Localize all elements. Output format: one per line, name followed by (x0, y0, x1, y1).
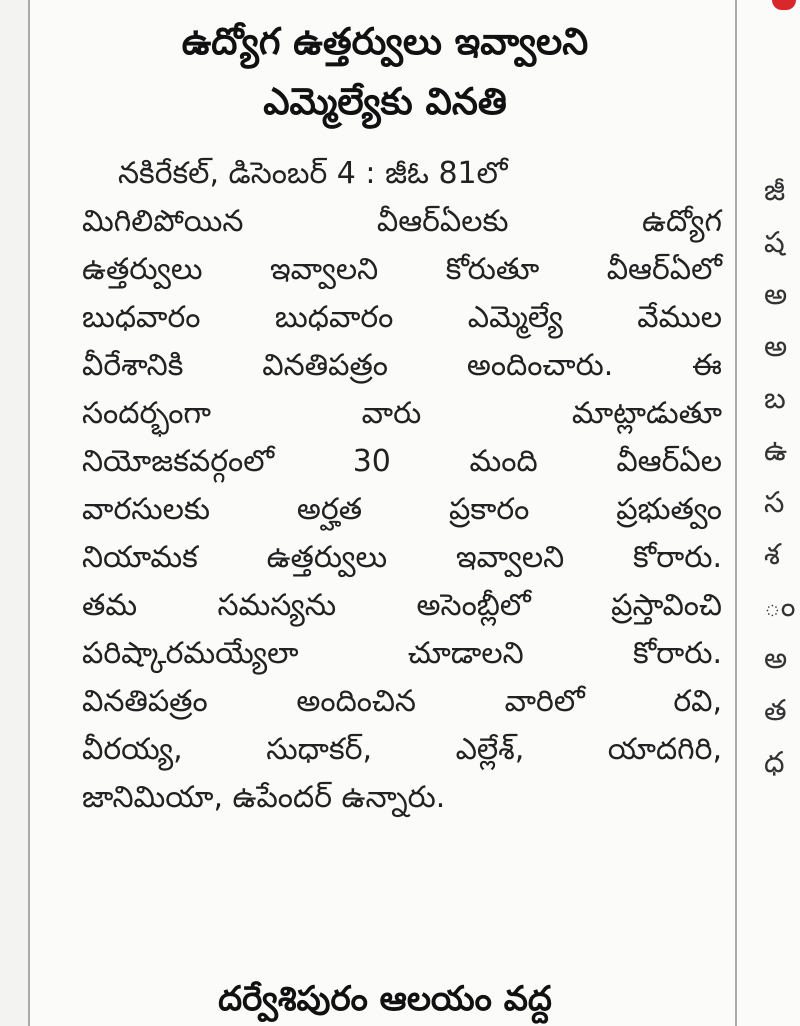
article-line: నియోజకవర్గంలో 30 మంది వీఆర్ఏల (82, 444, 722, 479)
article-line: నియామక ఉత్తర్వులు ఇవ్వాలని కోరారు. (82, 540, 722, 575)
news-article (60, 0, 722, 1026)
next-article-headline: దర్వేశిపురం ఆలయం వద్ద (218, 979, 552, 1019)
adjacent-text-fragment: అ (764, 277, 788, 311)
headline-line-1: ఉద్యోగ ఉత్తర్వులు ఇవ్వాలని (181, 20, 589, 63)
adjacent-text-fragment: ఉ (764, 433, 788, 467)
article-line: పరిష్కారమయ్యేలా చూడాలని కోరారు. (82, 636, 722, 671)
headline-line-2: ఎమ్మెల్యేకు వినతి (263, 80, 507, 123)
column-rule-left (28, 0, 30, 1026)
article-line: వీరేశానికి వినతిపత్రం అందించారు. ఈ (82, 348, 722, 383)
article-line: మిగిలిపోయిన వీఆర్ఏలకు ఉద్యోగ (82, 204, 722, 239)
adjacent-text-fragment: ష (764, 225, 785, 259)
article-line: వారసులకు అర్హత ప్రకారం ప్రభుత్వం (82, 492, 722, 527)
adjacent-text-fragment: అ (764, 641, 788, 675)
article-line: వీరయ్య, సుధాకర్, ఎల్లేశ్, యాదగిరి, (82, 732, 722, 767)
article-line: వినతిపత్రం అందించిన వారిలో రవి, (82, 684, 722, 719)
adjacent-text-fragment: స (764, 485, 785, 519)
column-rule-right (735, 0, 737, 1026)
article-line: తమ సమస్యను అసెంబ్లీలో ప్రస్తావించి (82, 588, 722, 623)
adjacent-text-fragment: శ (764, 537, 780, 571)
article-line: సందర్భంగా వారు మాట్లాడుతూ (82, 396, 722, 431)
adjacent-column (752, 0, 800, 1026)
red-section-marker (772, 0, 796, 10)
article-line: ఉత్తర్వులు ఇవ్వాలని కోరుతూ వీఆర్ఏలో (82, 252, 722, 287)
adjacent-text-fragment: అ (764, 329, 788, 363)
adjacent-text-fragment: జీ (764, 173, 786, 207)
article-line: బుధవారం బుధవారం ఎమ్మెల్యే వేముల (82, 300, 722, 335)
adjacent-text-fragment: త (764, 693, 787, 727)
adjacent-text-fragment: ధ (764, 745, 785, 779)
article-line: నకిరేకల్, డిసెంబర్ 4 : జీఓ 81లో (118, 156, 508, 191)
article-line: జానిమియా, ఉపేందర్ ఉన్నారు. (82, 780, 446, 815)
adjacent-text-fragment: ం (764, 589, 796, 623)
adjacent-text-fragment: బ (764, 381, 786, 415)
page-margin (0, 0, 28, 1026)
